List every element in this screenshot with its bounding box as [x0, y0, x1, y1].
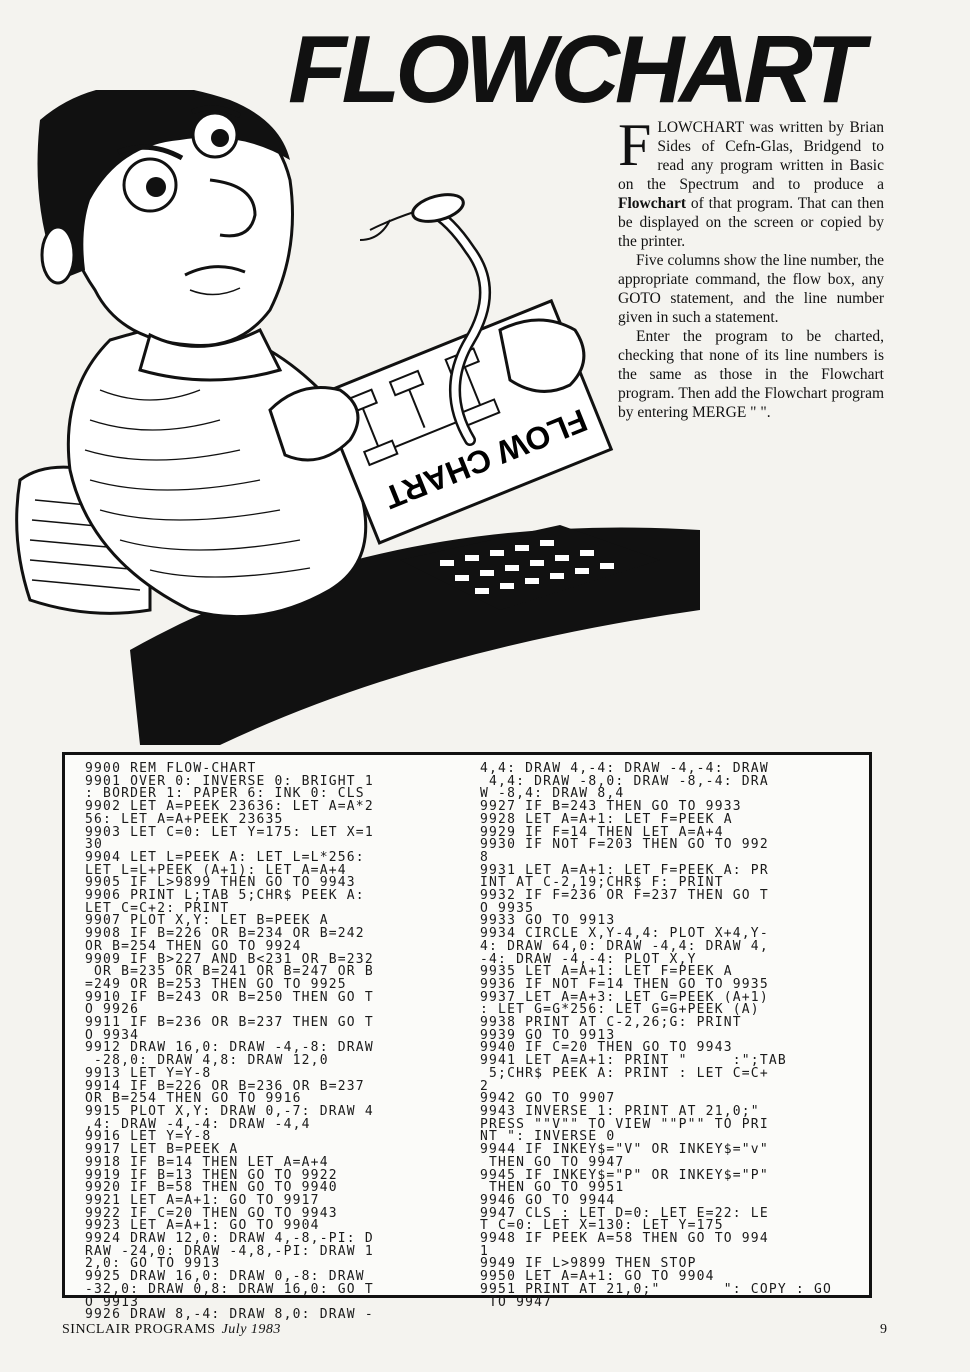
intro-bold-word: Flowchart	[618, 195, 687, 212]
drop-cap: F	[618, 112, 652, 178]
intro-text	[618, 112, 884, 422]
page-number: 9	[880, 1322, 888, 1337]
sheet-label: FLOW CHART	[379, 401, 593, 516]
footer-publication: SINCLAIR PROGRAMS July 1983	[62, 1322, 281, 1337]
intro-paragraph-3: Enter the program to be charted, checking that none of its line numbers is the same as those in the Flowchart program. Then add the Flowchart program by entering MERGE " ".	[618, 328, 884, 421]
hand-right	[500, 320, 584, 391]
listing-column-right: 4,4: DRAW 4,-4: DRAW -4,-4: DRAW 4,4: DRAW -8,0: DRAW -8,-4: DRA W -8,4: DRAW 8,4 9927 IF B=243 THEN GO TO 9933 9928 LET A=A+1: LET F=PEEK A 9929 IF F=14 THEN LET A=A+4 9930 IF NOT F=203 THEN GO TO 992 8 9931 LET A=A+1: LET F=PEEK A: PR INT AT C-2,19;CHR$ F: PRINT 9932 IF F=236 OR F=237 THEN GO T O 9935 9933 GO TO 9913 9934 CIRCLE X,Y-4,4: PLOT X+4,Y- 4: DRAW 64,0: DRAW -4,4: DRAW 4, -4: DRAW -4,-4: PLOT X,Y 9935 LET A=A+1: LET F=PEEK A 9936 IF NOT F=14 THEN GO TO 9935 9937 LET A=A+3: LET G=PEEK (A+1) : LET G=G*256: LET G=G+PEEK (A) 9938 PRINT AT C-2,26;G: PRINT 9939 GO TO 9913 9940 IF C=20 THEN GO TO 9943 9941 LET A=A+1: PRINT " :";TAB 5;CHR$ PEEK A: PRINT : LET C=C+ 2 9942 GO TO 9907 9943 INVERSE 1: PRINT AT 21,0;" PRESS ""V"" TO VIEW ""P"" TO PRI NT ": INVERSE 0 9944 IF INKEY$="V" OR INKEY$="v" THEN GO TO 9947 9945 IF INKEY$="P" OR INKEY$="P" THEN GO TO 9951 9946 GO TO 9944 9947 CLS : LET D=0: LET E=22: LE T C=0: LET X=130: LET Y=175 9948 IF PEEK A=58 THEN GO TO 994 1 9949 IF L>9899 THEN STOP 9950 LET A=A+1: GO TO 9904 9951 PRINT AT 21,0;" ": COPY : GO TO 9947	[480, 761, 833, 1310]
footer-issue: July 1983	[221, 1322, 281, 1337]
cartoon-illustration	[0, 90, 700, 745]
program-listing	[62, 752, 872, 1323]
listing-column-left: 9900 REM FLOW-CHART 9901 OVER 0: INVERSE 0: BRIGHT 1 : BORDER 1: PAPER 6: INK 0: CLS 9902 LET A=PEEK 23636: LET A=A*2 56: LET A=A+PEEK 23635 9903 LET C=0: LET Y=175: LET X=1 30 9904 LET L=PEEK A: LET L=L*256: LET L=L+PEEK (A+1): LET A=A+4 9905 IF L>9899 THEN GO TO 9943 9906 PRINT L;TAB 5;CHR$ PEEK A: LET C=C+2: PRINT 9907 PLOT X,Y: LET B=PEEK A 9908 IF B=226 OR B=234 OR B=242 OR B=254 THEN GO TO 9924 9909 IF B>227 AND B<231 OR B=232 OR B=235 OR B=241 OR B=247 OR B =249 OR B=253 THEN GO TO 9925 9910 IF B=243 OR B=250 THEN GO T O 9926 9911 IF B=236 OR B=237 THEN GO T O 9934 9912 DRAW 16,0: DRAW -4,-8: DRAW -28,0: DRAW 4,8: DRAW 12,0 9913 LET Y=Y-8 9914 IF B=226 OR B=236 OR B=237 OR B=254 THEN GO TO 9916 9915 PLOT X,Y: DRAW 0,-7: DRAW 4 ,4: DRAW -4,-4: DRAW -4,4 9916 LET Y=Y-8 9917 LET B=PEEK A 9918 IF B=14 THEN LET A=A+4 9919 IF B=13 THEN GO TO 9922 9920 IF B=58 THEN GO TO 9940 9921 LET A=A+1: GO TO 9917 9922 IF C=20 THEN GO TO 9943 9923 LET A=A+1: GO TO 9904 9924 DRAW 12,0: DRAW 4,-8,-PI: D RAW -24,0: DRAW -4,8,-PI: DRAW 1 2,0: GO TO 9913 9925 DRAW 16,0: DRAW 0,-8: DRAW -32,0: DRAW 0,8: DRAW 16,0: GO T O 9913 9926 DRAW 8,-4: DRAW 8,0: DRAW -	[85, 761, 374, 1323]
page-title: FLOWCHART	[288, 16, 860, 123]
intro-paragraph-1: FLOWCHART was written by Brian Sides of Cefn-Glas, Bridgend to read any program written in Basic on the Spectrum and to produce a Flowchart of that program. That can then be displayed on the screen or copied by the printer.	[618, 112, 884, 250]
intro-paragraph-2: Five columns show the line number, the appropriate command, the flow box, any GOTO statement, and the line number given in such a statement.	[618, 252, 884, 326]
